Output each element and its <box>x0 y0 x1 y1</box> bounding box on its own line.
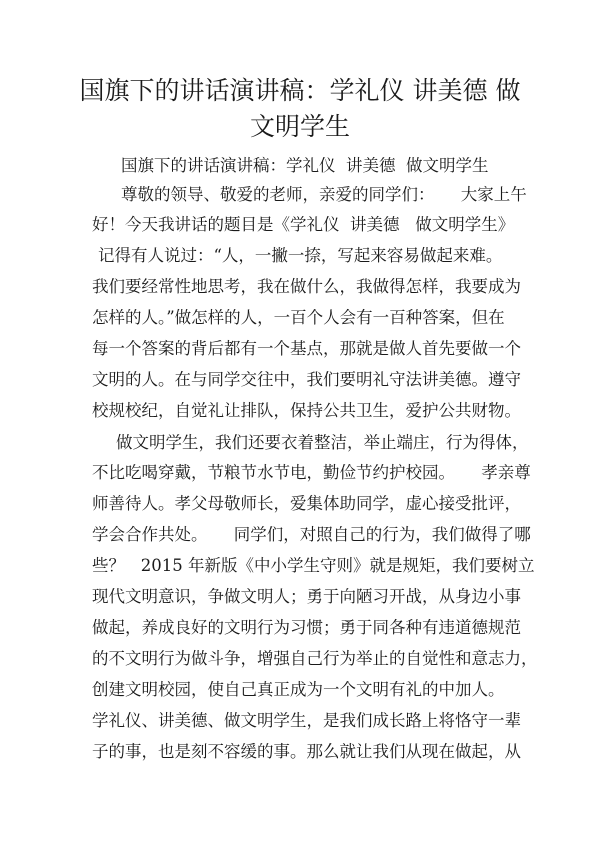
document-title-line-2: 文明学生 <box>249 112 350 141</box>
body-line: 现代文明意识，争做文明人；勇于向陋习开战，从身边小事 <box>92 587 521 606</box>
body-line: 创建文明校园，使自己真正成为一个文明有礼的中加人。 <box>92 680 505 699</box>
body-line: 尊敬的领导、敬爱的老师，亲爱的同学们： 大家上午 <box>121 185 527 204</box>
body-line: 不比吃喝穿戴，节粮节水节电，勤俭节约护校园。 孝亲尊 <box>92 463 531 482</box>
body-line: 好！今天我讲话的题目是《学礼仪 讲美德 做文明学生》 <box>92 215 515 234</box>
body-line: 每一个答案的背后都有一个基点，那就是做人首先要做一个 <box>92 339 521 358</box>
body-line: 做文明学生，我们还要衣着整洁，举止端庄，行为得体， <box>116 433 529 452</box>
document-title-line-1: 国旗下的讲话演讲稿：学礼仪 讲美德 做 <box>79 76 521 105</box>
body-line: 国旗下的讲话演讲稿：学礼仪 讲美德 做文明学生 <box>121 156 489 175</box>
body-line: 文明的人。在与同学交往中，我们要明礼守法讲美德。遵守 <box>92 370 521 389</box>
body-line: 做起，养成良好的文明行为习惯；勇于同各种有违道德规范 <box>92 618 521 637</box>
body-line: 记得有人说过：“人，一撇一捺，写起来容易做起来难。 <box>98 246 503 265</box>
body-line: 怎样的人。”做怎样的人，一百个人会有一百种答案，但在 <box>92 308 505 327</box>
body-line: 子的事，也是刻不容缓的事。那么就让我们从现在做起，从 <box>92 742 521 761</box>
body-line: 的不文明行为做斗争，增强自己行为举止的自觉性和意志力， <box>92 649 538 668</box>
body-line: 我们要经常性地思考，我在做什么，我做得怎样，我要成为 <box>92 277 521 296</box>
body-line: 学礼仪、讲美德、做文明学生，是我们成长路上将恪守一辈 <box>92 711 521 730</box>
body-line: 校规校纪，自觉礼让排队，保持公共卫生，爱护公共财物。 <box>92 401 521 420</box>
body-line: 师善待人。孝父母敬师长，爱集体助同学，虚心接受批评， <box>92 494 521 513</box>
body-line: 学会合作共处。 同学们，对照自己的行为，我们做得了哪 <box>92 525 531 544</box>
body-line: 些？ 2015 年新版《中小学生守则》就是规矩，我们要树立 <box>92 556 535 575</box>
